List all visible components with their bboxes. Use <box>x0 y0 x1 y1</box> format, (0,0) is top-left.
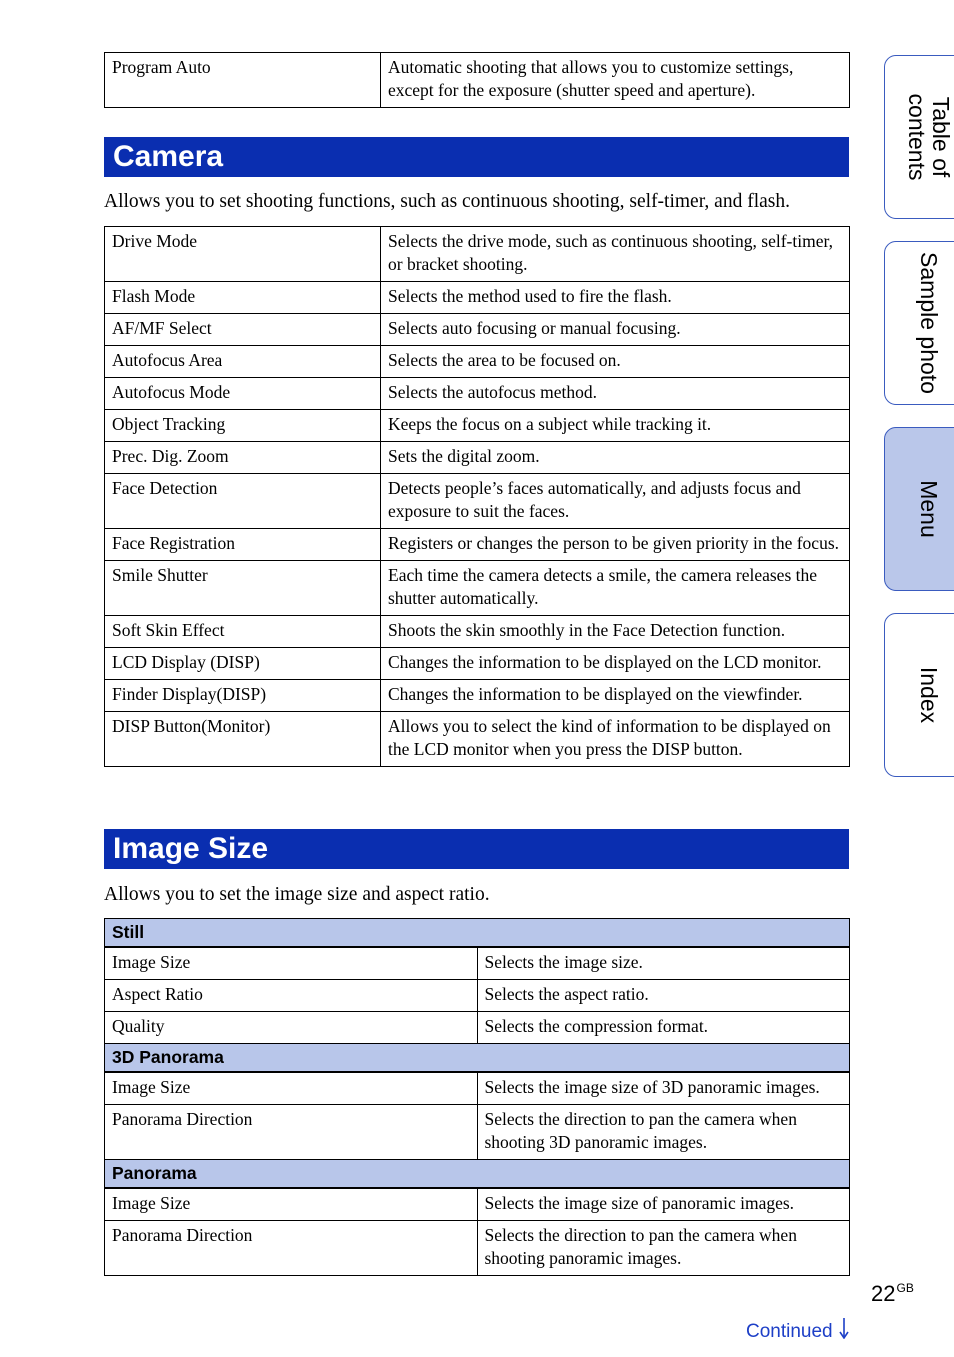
setting-description: Each time the camera detects a smile, the camera releases the shutter automatically. <box>381 561 850 616</box>
setting-name: LCD Display (DISP) <box>105 648 381 680</box>
table-row <box>105 980 850 1012</box>
table-row <box>105 616 850 648</box>
tab-label: Index <box>916 666 942 724</box>
setting-name: DISP Button(Monitor) <box>105 712 381 767</box>
setting-name: Face Detection <box>105 474 381 529</box>
tab-label: Table of contents <box>904 93 954 181</box>
table-row <box>105 378 850 410</box>
group-header-row <box>105 1044 850 1073</box>
camera-heading: Camera <box>104 137 849 177</box>
setting-name: AF/MF Select <box>105 314 381 346</box>
table-row <box>105 561 850 616</box>
continued-label: Continued <box>746 1321 833 1342</box>
setting-description: Automatic shooting that allows you to customize settings, except for the exposure (shutter speed and aperture). <box>381 53 850 108</box>
setting-description: Selects the method used to fire the flash. <box>381 282 850 314</box>
table-row <box>105 1188 850 1221</box>
setting-description: Selects the drive mode, such as continuous shooting, self-timer, or bracket shooting. <box>381 227 850 282</box>
table-row <box>105 442 850 474</box>
table-row <box>105 947 850 980</box>
setting-name: Autofocus Area <box>105 346 381 378</box>
setting-name: Flash Mode <box>105 282 381 314</box>
setting-name: Finder Display(DISP) <box>105 680 381 712</box>
setting-name: Drive Mode <box>105 227 381 282</box>
tab-menu[interactable] <box>884 427 954 591</box>
table-row <box>105 314 850 346</box>
table-row <box>105 282 850 314</box>
setting-description: Selects the area to be focused on. <box>381 346 850 378</box>
program-auto-table <box>104 52 850 108</box>
setting-name: Object Tracking <box>105 410 381 442</box>
table-row <box>105 227 850 282</box>
page-number: $22^{GB}$ <box>871 1281 914 1306</box>
setting-description: Selects the autofocus method. <box>381 378 850 410</box>
setting-description: Changes the information to be displayed on the LCD monitor. <box>381 648 850 680</box>
table-row <box>105 346 850 378</box>
camera-intro: Allows you to set shooting functions, such as continuous shooting, self-timer, and flash. <box>104 191 790 212</box>
tab-label: Menu <box>916 480 942 538</box>
group-title: Still <box>105 919 850 948</box>
setting-name: Program Auto <box>105 53 381 108</box>
table-row <box>105 1012 850 1044</box>
group-title: 3D Panorama <box>105 1044 850 1073</box>
setting-description: Selects the compression format. <box>477 1012 850 1044</box>
table-row <box>105 1072 850 1105</box>
setting-description: Selects the direction to pan the camera when shooting 3D panoramic images. <box>477 1105 850 1160</box>
setting-description: Changes the information to be displayed on the viewfinder. <box>381 680 850 712</box>
setting-name: Image Size <box>105 947 478 980</box>
table-row <box>105 712 850 767</box>
setting-name: Prec. Dig. Zoom <box>105 442 381 474</box>
tab-index[interactable] <box>884 613 954 777</box>
table-row <box>105 1105 850 1160</box>
setting-name: Face Registration <box>105 529 381 561</box>
table-row <box>105 680 850 712</box>
setting-description: Detects people’s faces automatically, and adjusts focus and exposure to suit the faces. <box>381 474 850 529</box>
setting-description: Selects auto focusing or manual focusing. <box>381 314 850 346</box>
group-header-row <box>105 919 850 948</box>
setting-name: Soft Skin Effect <box>105 616 381 648</box>
setting-description: Selects the image size of panoramic images. <box>477 1188 850 1221</box>
setting-description: Selects the direction to pan the camera when shooting panoramic images. <box>477 1221 850 1276</box>
tab-table-of-contents[interactable] <box>884 55 954 219</box>
image-size-table <box>104 918 850 1276</box>
setting-description: Selects the image size. <box>477 947 850 980</box>
table-row <box>105 474 850 529</box>
down-arrow-icon <box>839 1317 849 1345</box>
setting-description: Keeps the focus on a subject while tracking it. <box>381 410 850 442</box>
setting-name: Aspect Ratio <box>105 980 478 1012</box>
setting-name: Panorama Direction <box>105 1221 478 1276</box>
setting-name: Image Size <box>105 1188 478 1221</box>
setting-description: Allows you to select the kind of information to be displayed on the LCD monitor when you press the DISP button. <box>381 712 850 767</box>
tab-label: Sample photo <box>916 252 942 394</box>
setting-description: Registers or changes the person to be given priority in the focus. <box>381 529 850 561</box>
setting-name: Image Size <box>105 1072 478 1105</box>
table-row <box>105 410 850 442</box>
table-row <box>105 1221 850 1276</box>
table-row <box>105 648 850 680</box>
setting-description: Selects the image size of 3D panoramic images. <box>477 1072 850 1105</box>
setting-name: Smile Shutter <box>105 561 381 616</box>
setting-name: Panorama Direction <box>105 1105 478 1160</box>
table-row <box>105 529 850 561</box>
setting-name: Autofocus Mode <box>105 378 381 410</box>
image-size-heading: Image Size <box>104 829 849 869</box>
group-title: Panorama <box>105 1160 850 1189</box>
table-row <box>105 53 850 108</box>
setting-description: Shoots the skin smoothly in the Face Detection function. <box>381 616 850 648</box>
setting-description: Selects the aspect ratio. <box>477 980 850 1012</box>
continued-link[interactable] <box>746 1317 849 1345</box>
tab-sample-photo[interactable] <box>884 241 954 405</box>
camera-table <box>104 226 850 767</box>
image-size-intro: Allows you to set the image size and aspect ratio. <box>104 884 490 905</box>
group-header-row <box>105 1160 850 1189</box>
setting-description: Sets the digital zoom. <box>381 442 850 474</box>
setting-name: Quality <box>105 1012 478 1044</box>
